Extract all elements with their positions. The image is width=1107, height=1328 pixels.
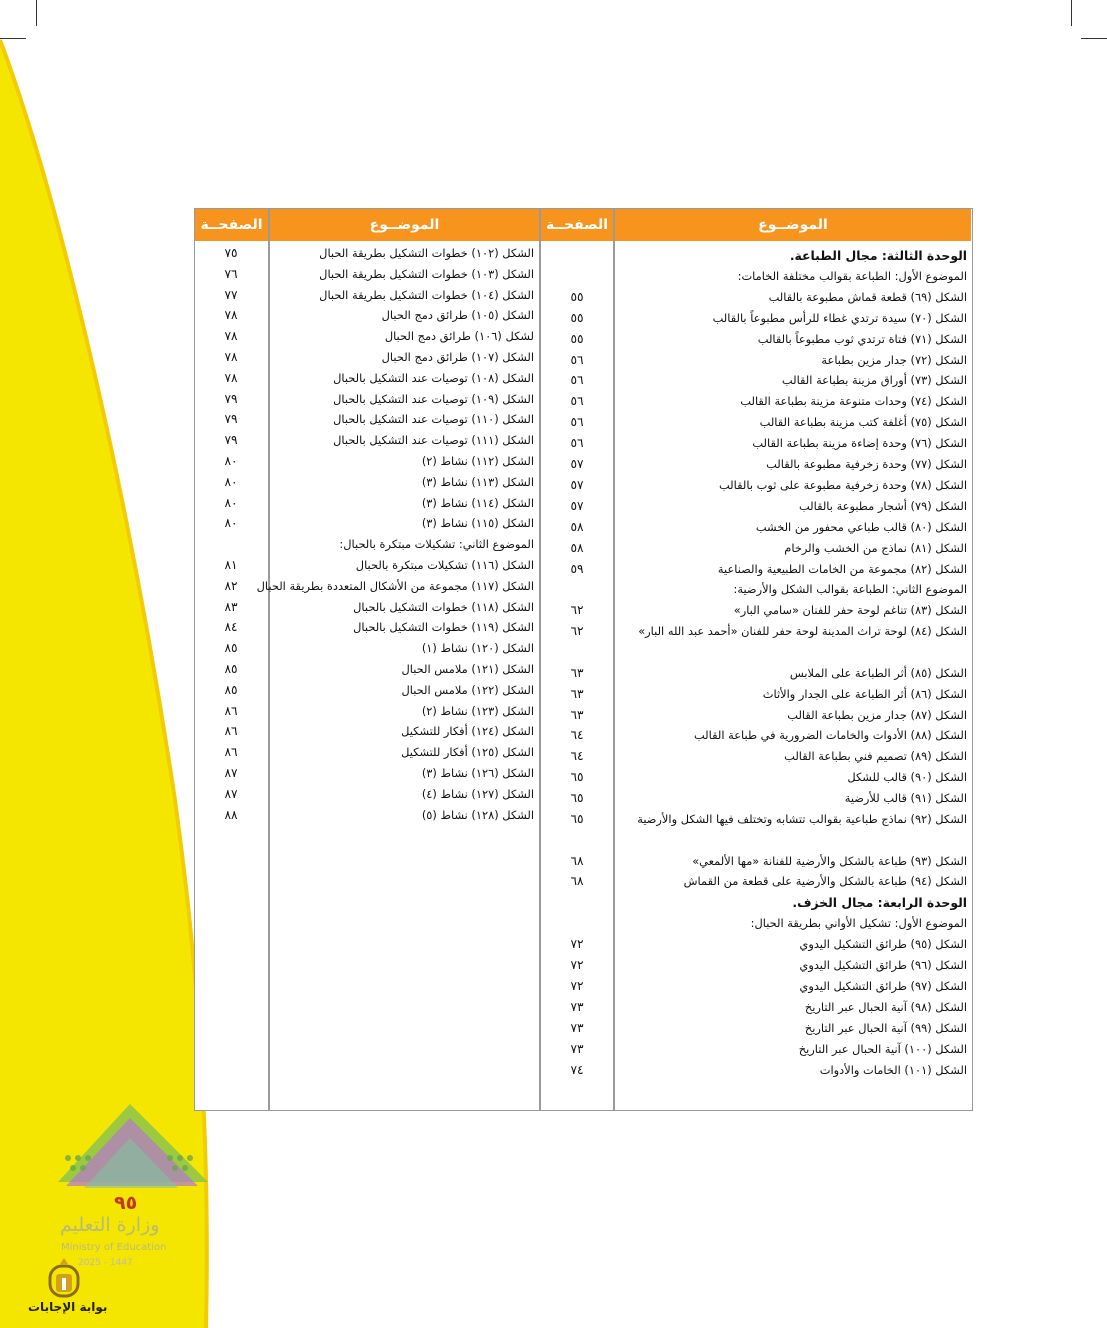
toc-entry-page: ٧٤ bbox=[570, 1062, 584, 1077]
toc-entry-label: الشكل (١١٤) نشاط (٣) bbox=[421, 495, 534, 510]
toc-entry-page: ٨٦ bbox=[224, 703, 238, 718]
toc-entry-label: الشكل (٧٦) وحدة إضاءة مزينة بطباعة القالب bbox=[752, 436, 967, 451]
toc-entry-label: الشكل (١٠٩) توصيات عند التشكيل بالحبال bbox=[333, 391, 534, 406]
toc-entry-label: الشكل (١٠٧) طرائق دمج الحبال bbox=[381, 350, 534, 364]
toc-entry-page: ٦٤ bbox=[570, 749, 584, 764]
toc-entry-label: الشكل (٩٧) طرائق التشكيل اليدوي bbox=[799, 978, 967, 993]
toc-entry-page: ٥٦ bbox=[570, 373, 584, 388]
page-number: ٩٥ bbox=[114, 1192, 138, 1214]
toc-entry-label: الشكل (١٢٨) نشاط (٥) bbox=[421, 807, 534, 822]
toc-entry-page: ٨٨ bbox=[224, 807, 238, 822]
toc-row bbox=[195, 305, 972, 326]
toc-entry-page: ٨٥ bbox=[224, 641, 238, 656]
toc-entry-label: الشكل (١٢١) ملامس الحبال bbox=[401, 662, 534, 676]
toc-entry-page: ٨٠ bbox=[224, 495, 238, 510]
toc-row bbox=[195, 576, 972, 597]
toc-entry-page: ٦٢ bbox=[570, 603, 584, 618]
ministry-logo-icon bbox=[58, 1104, 210, 1200]
toc-row bbox=[195, 742, 972, 763]
toc-entry-page: ٥٩ bbox=[570, 561, 584, 576]
toc-entry-label: الشكل (١٢٢) ملامس الحبال bbox=[401, 682, 534, 697]
toc-entry-label: الشكل (٧٤) وحدات متنوعة مزينة بطباعة القالب bbox=[740, 394, 967, 409]
toc-entry-label: الشكل (١١١) توصيات عند التشكيل بالحبال bbox=[333, 433, 534, 448]
toc-row bbox=[195, 389, 972, 410]
toc-entry-page: ٧٧ bbox=[224, 287, 238, 302]
toc-entry-page: ٨٠ bbox=[224, 474, 238, 489]
toc-entry-page: ٨٦ bbox=[224, 745, 238, 760]
toc-entry-label: الشكل (٧٠) سيدة ترتدي غطاء للرأس مطبوعاً بالقالب bbox=[712, 310, 967, 325]
ministry-name: وزارة التعليم bbox=[60, 1214, 160, 1236]
toc-row bbox=[195, 243, 972, 264]
toc-entry-label: الشكل (٩٠) قالب للشكل bbox=[847, 770, 967, 785]
answers-portal-logo-icon bbox=[44, 1256, 84, 1300]
toc-entry-page: ٦٥ bbox=[570, 791, 584, 806]
toc-entry-page: ٨٠ bbox=[224, 454, 238, 468]
toc-entry-page: ٧٢ bbox=[570, 958, 584, 972]
toc-entry-page: ٦٨ bbox=[570, 853, 584, 868]
toc-entry-label: الشكل (٧٢) جدار مزين بطباعة bbox=[821, 352, 967, 367]
toc-row bbox=[195, 534, 972, 555]
toc-entry-page: ٨٥ bbox=[224, 682, 238, 697]
toc-row bbox=[195, 409, 972, 430]
toc-entry-label: الشكل (٦٩) قطعة قماش مطبوعة بالقالب bbox=[768, 289, 967, 304]
toc-row bbox=[195, 913, 972, 934]
crop-mark-right-top bbox=[1081, 38, 1107, 39]
toc-entry-label: الشكل (١٢٣) نشاط (٢) bbox=[421, 703, 534, 718]
toc-row bbox=[195, 892, 972, 913]
toc-entry-label: الشكل (١١٣) نشاط (٣) bbox=[421, 474, 534, 489]
toc-entry-label: الشكل (١٢٤) أفكار للتشكيل bbox=[401, 724, 534, 739]
toc-entry-label: الشكل (٩٨) آنية الحبال عبر التاريخ bbox=[804, 999, 967, 1014]
crop-mark-top-right bbox=[1071, 0, 1072, 26]
toc-row bbox=[195, 597, 972, 618]
toc-entry-label: الشكل (١٠٢) خطوات التشكيل بطريقة الحبال bbox=[319, 246, 534, 260]
toc-entry-page: ٥٧ bbox=[570, 457, 584, 471]
header-page-right: الصفحــة bbox=[541, 209, 613, 241]
toc-row bbox=[195, 805, 972, 826]
toc-entry-label: الشكل (٨٦) أثر الطباعة على الجدار والأثاث bbox=[762, 686, 967, 701]
toc-entry-label: الشكل (٧٧) وحدة زخرفية مطبوعة بالقالب bbox=[766, 457, 967, 471]
toc-entry-page: ٧٦ bbox=[224, 266, 238, 281]
toc-entry-page: ٧٨ bbox=[224, 350, 238, 364]
toc-entry-label: الشكل (٧٣) أوراق مزينة بطباعة القالب bbox=[781, 373, 967, 388]
toc-entry-label: الشكل (١١٦) تشكيلات مبتكرة بالحبال bbox=[355, 558, 534, 572]
toc-row bbox=[195, 285, 972, 306]
toc-entry-label: الشكل (٨٧) جدار مزين بطباعة القالب bbox=[787, 707, 967, 722]
toc-entry-page: ٨٧ bbox=[224, 766, 238, 780]
toc-entry-page: ٦٣ bbox=[570, 665, 584, 680]
toc-entry-label: الشكل (١١٠) توصيات عند التشكيل بالحبال bbox=[333, 412, 534, 427]
toc-entry-label: الشكل (٨٠) قالب طباعي محفور من الخشب bbox=[755, 519, 967, 534]
toc-entry-page: ٥٦ bbox=[570, 352, 584, 367]
header-page-left: الصفحــة bbox=[195, 209, 268, 241]
header-topic-left: الموضــوع bbox=[270, 209, 539, 241]
toc-entry-label: الشكل (٨١) نماذج من الخشب والرخام bbox=[784, 540, 967, 555]
toc-entry-label: الشكل (١١٨) خطوات التشكيل بالحبال bbox=[353, 599, 534, 614]
toc-entry-label: الشكل (٨٩) تصميم فني بطباعة القالب bbox=[784, 749, 967, 764]
toc-row bbox=[195, 1039, 972, 1060]
toc-row bbox=[195, 493, 972, 514]
toc-entry-page: ٥٨ bbox=[570, 519, 584, 534]
toc-entry-label: الشكل (٧٨) وحدة زخرفية مطبوعة على ثوب بالقالب bbox=[718, 477, 967, 492]
toc-entry-label: الشكل (٨٢) مجموعة من الخامات الطبيعية والصناعية bbox=[717, 561, 967, 576]
toc-entry-page: ٨٤ bbox=[224, 620, 238, 635]
toc-row bbox=[195, 368, 972, 389]
toc-entry-page: ٨٣ bbox=[224, 599, 238, 614]
toc-row bbox=[195, 1060, 972, 1081]
toc-entry-label: الشكل (٨٤) لوحة تراث المدينة لوحة حفر للفنان «أحمد عبد الله البار» bbox=[638, 624, 967, 639]
toc-row bbox=[195, 638, 972, 659]
toc-entry-page: ٧٨ bbox=[224, 308, 238, 323]
toc-entry-label: الموضوع الأول: تشكيل الأواني بطريقة الحبال: bbox=[750, 916, 967, 931]
toc-entry-page: ٦٨ bbox=[570, 874, 584, 889]
toc-row bbox=[195, 763, 972, 784]
toc-entry-page: ٥٦ bbox=[570, 394, 584, 409]
toc-row bbox=[195, 326, 972, 347]
toc-entry-page: ٧٩ bbox=[224, 412, 238, 427]
toc-row bbox=[195, 617, 972, 638]
toc-entry-label: الشكل (١٢٠) نشاط (١) bbox=[421, 641, 534, 656]
toc-entry-page: ٥٦ bbox=[570, 436, 584, 451]
toc-entry-label: الشكل (١٠١) الخامات والأدوات bbox=[819, 1062, 967, 1077]
toc-row bbox=[195, 997, 972, 1018]
toc-entry-label: الوحدة الثالثة: مجال الطباعة. bbox=[789, 248, 967, 263]
toc-entry-page: ٥٥ bbox=[570, 331, 584, 346]
toc-row bbox=[195, 955, 972, 976]
toc-entry-page: ٧٨ bbox=[224, 329, 238, 344]
toc-entry-page: ٨٢ bbox=[224, 578, 238, 593]
toc-entry-page: ٨٧ bbox=[224, 786, 238, 801]
toc-entry-page: ٧٣ bbox=[570, 1041, 584, 1056]
toc-entry-page: ٦٥ bbox=[570, 812, 584, 826]
toc-entry-label: الشكل (٩٣) طباعة بالشكل والأرضية للفنانة «مها الألمعي» bbox=[692, 853, 967, 868]
toc-entry-page: ٧٩ bbox=[224, 433, 238, 448]
toc-entry-label: الشكل (١٠٤) خطوات التشكيل بطريقة الحبال bbox=[319, 287, 534, 302]
toc-entry-label: الشكل (٨٨) الأدوات والخامات الضرورية في طباعة القالب bbox=[694, 728, 967, 743]
toc-entry-label: الشكل (٩٢) نماذج طباعية بقوالب تتشابه وتختلف فيها الشكل والأرضية bbox=[637, 812, 967, 826]
toc-entry-page: ٧٢ bbox=[570, 937, 584, 952]
toc-entry-page: ٨٦ bbox=[224, 724, 238, 739]
toc-row bbox=[195, 1018, 972, 1039]
toc-row bbox=[195, 680, 972, 701]
toc-entry-page: ٧٣ bbox=[570, 1020, 584, 1035]
toc-entry-page: ٥٥ bbox=[570, 310, 584, 325]
toc-entry-label: الشكل (٩٥) طرائق التشكيل اليدوي bbox=[799, 937, 967, 952]
toc-row bbox=[195, 934, 972, 955]
toc-row bbox=[195, 513, 972, 534]
toc-entry-label: الشكل (١٢٧) نشاط (٤) bbox=[421, 786, 534, 801]
toc-entry-label: الشكل (٧٩) أشجار مطبوعة بالقالب bbox=[798, 498, 967, 513]
toc-entry-label: الشكل (٩٩) آنية الحبال عبر التاريخ bbox=[804, 1020, 967, 1035]
toc-entry-label: الشكل (٩١) قالب للأرضية bbox=[844, 791, 967, 806]
toc-entry-page: ٧٨ bbox=[224, 370, 238, 385]
toc-entry-page: ٨٠ bbox=[224, 516, 238, 531]
toc-entry-label: الشكل (١١٥) نشاط (٣) bbox=[421, 516, 534, 531]
toc-row bbox=[195, 451, 972, 472]
toc-row bbox=[195, 659, 972, 680]
toc-entry-page: ٧٢ bbox=[570, 978, 584, 993]
toc-row bbox=[195, 555, 972, 576]
toc-table bbox=[194, 208, 973, 1111]
toc-row bbox=[195, 701, 972, 722]
toc-entry-label: الشكل (١٠٨) توصيات عند التشكيل بالحبال bbox=[333, 370, 534, 385]
toc-entry-label: الشكل (٨٥) أثر الطباعة على الملابس bbox=[789, 665, 967, 680]
toc-entry-label: الشكل (٨٣) تناغم لوحة حفر للفنان «سامي البار» bbox=[733, 603, 967, 618]
toc-row bbox=[195, 264, 972, 285]
header-topic-right: الموضــوع bbox=[615, 209, 971, 241]
toc-entry-page: ٥٦ bbox=[570, 415, 584, 430]
toc-entry-page: ٦٢ bbox=[570, 624, 584, 639]
toc-row bbox=[195, 851, 972, 872]
toc-row bbox=[195, 784, 972, 805]
toc-entry-label: الشكل (١٢٦) نشاط (٣) bbox=[421, 766, 534, 780]
toc-entry-label: الشكل (١٠٣) خطوات التشكيل بطريقة الحبال bbox=[319, 266, 534, 281]
toc-entry-label: الوحدة الرابعة: مجال الخزف. bbox=[792, 895, 967, 911]
ministry-name-english: Ministry of Education bbox=[61, 1242, 167, 1253]
toc-row bbox=[195, 871, 972, 892]
toc-entry-label: الشكل (١٠٠) آنية الحبال عبر التاريخ bbox=[798, 1041, 967, 1056]
toc-entry-label: الشكل (١١٢) نشاط (٢) bbox=[421, 454, 534, 468]
toc-entry-page: ٥٧ bbox=[570, 498, 584, 513]
ministry-year: 2025 - 1447 bbox=[78, 1258, 133, 1268]
toc-entry-page: ٦٥ bbox=[570, 770, 584, 785]
toc-row bbox=[195, 347, 972, 368]
toc-entry-page: ٧٣ bbox=[570, 999, 584, 1014]
toc-entry-label: الشكل (١١٧) مجموعة من الأشكال المتعددة بطريقة الحبال bbox=[256, 578, 534, 593]
toc-entry-label: الشكل (٩٤) طباعة بالشكل والأرضية على قطعة من القماش bbox=[683, 874, 967, 889]
toc-entry-label: الشكل (٩٦) طرائق التشكيل اليدوي bbox=[799, 958, 967, 972]
toc-entry-page: ٦٣ bbox=[570, 707, 584, 722]
toc-entry-label: الشكل (٧١) فتاة ترتدي ثوب مطبوعاً بالقالب bbox=[757, 331, 967, 346]
toc-row bbox=[195, 430, 972, 451]
toc-entry-label: الشكل (٧٥) أغلفة كتب مزينة بطباعة القالب bbox=[759, 415, 967, 430]
toc-row bbox=[195, 472, 972, 493]
toc-entry-label: الموضوع الثاني: تشكيلات مبتكرة بالحبال: bbox=[339, 537, 534, 552]
toc-entry-label: لشكل (١٠٦) طرائق دمج الحبال bbox=[384, 329, 534, 344]
toc-entry-label: الشكل (١٢٥) أفكار للتشكيل bbox=[401, 745, 534, 760]
toc-entry-page: ٨٥ bbox=[224, 662, 238, 676]
answers-portal-label: بوابة الإجابات bbox=[28, 1300, 108, 1314]
toc-entry-label: الشكل (١١٩) خطوات التشكيل بالحبال bbox=[353, 620, 534, 635]
toc-entry-page: ٦٤ bbox=[570, 728, 584, 743]
toc-entry-label: الشكل (١٠٥) طرائق دمج الحبال bbox=[381, 308, 534, 323]
toc-entry-page: ٧٥ bbox=[224, 246, 238, 260]
toc-entry-page: ٧٩ bbox=[224, 391, 238, 406]
toc-row bbox=[195, 721, 972, 742]
toc-entry-label: الموضوع الثاني: الطباعة بقوالب الشكل والأرضية: bbox=[733, 582, 967, 597]
toc-entry-label: الموضوع الأول: الطباعة بقوالب مختلفة الخامات: bbox=[737, 268, 967, 283]
toc-entry-page: ٦٣ bbox=[570, 686, 584, 701]
toc-row bbox=[195, 976, 972, 997]
toc-entry-page: ٨١ bbox=[224, 558, 238, 572]
toc-entry-page: ٥٧ bbox=[570, 477, 584, 492]
toc-entry-page: ٥٨ bbox=[570, 540, 584, 555]
toc-entry-page: ٥٥ bbox=[570, 289, 584, 304]
